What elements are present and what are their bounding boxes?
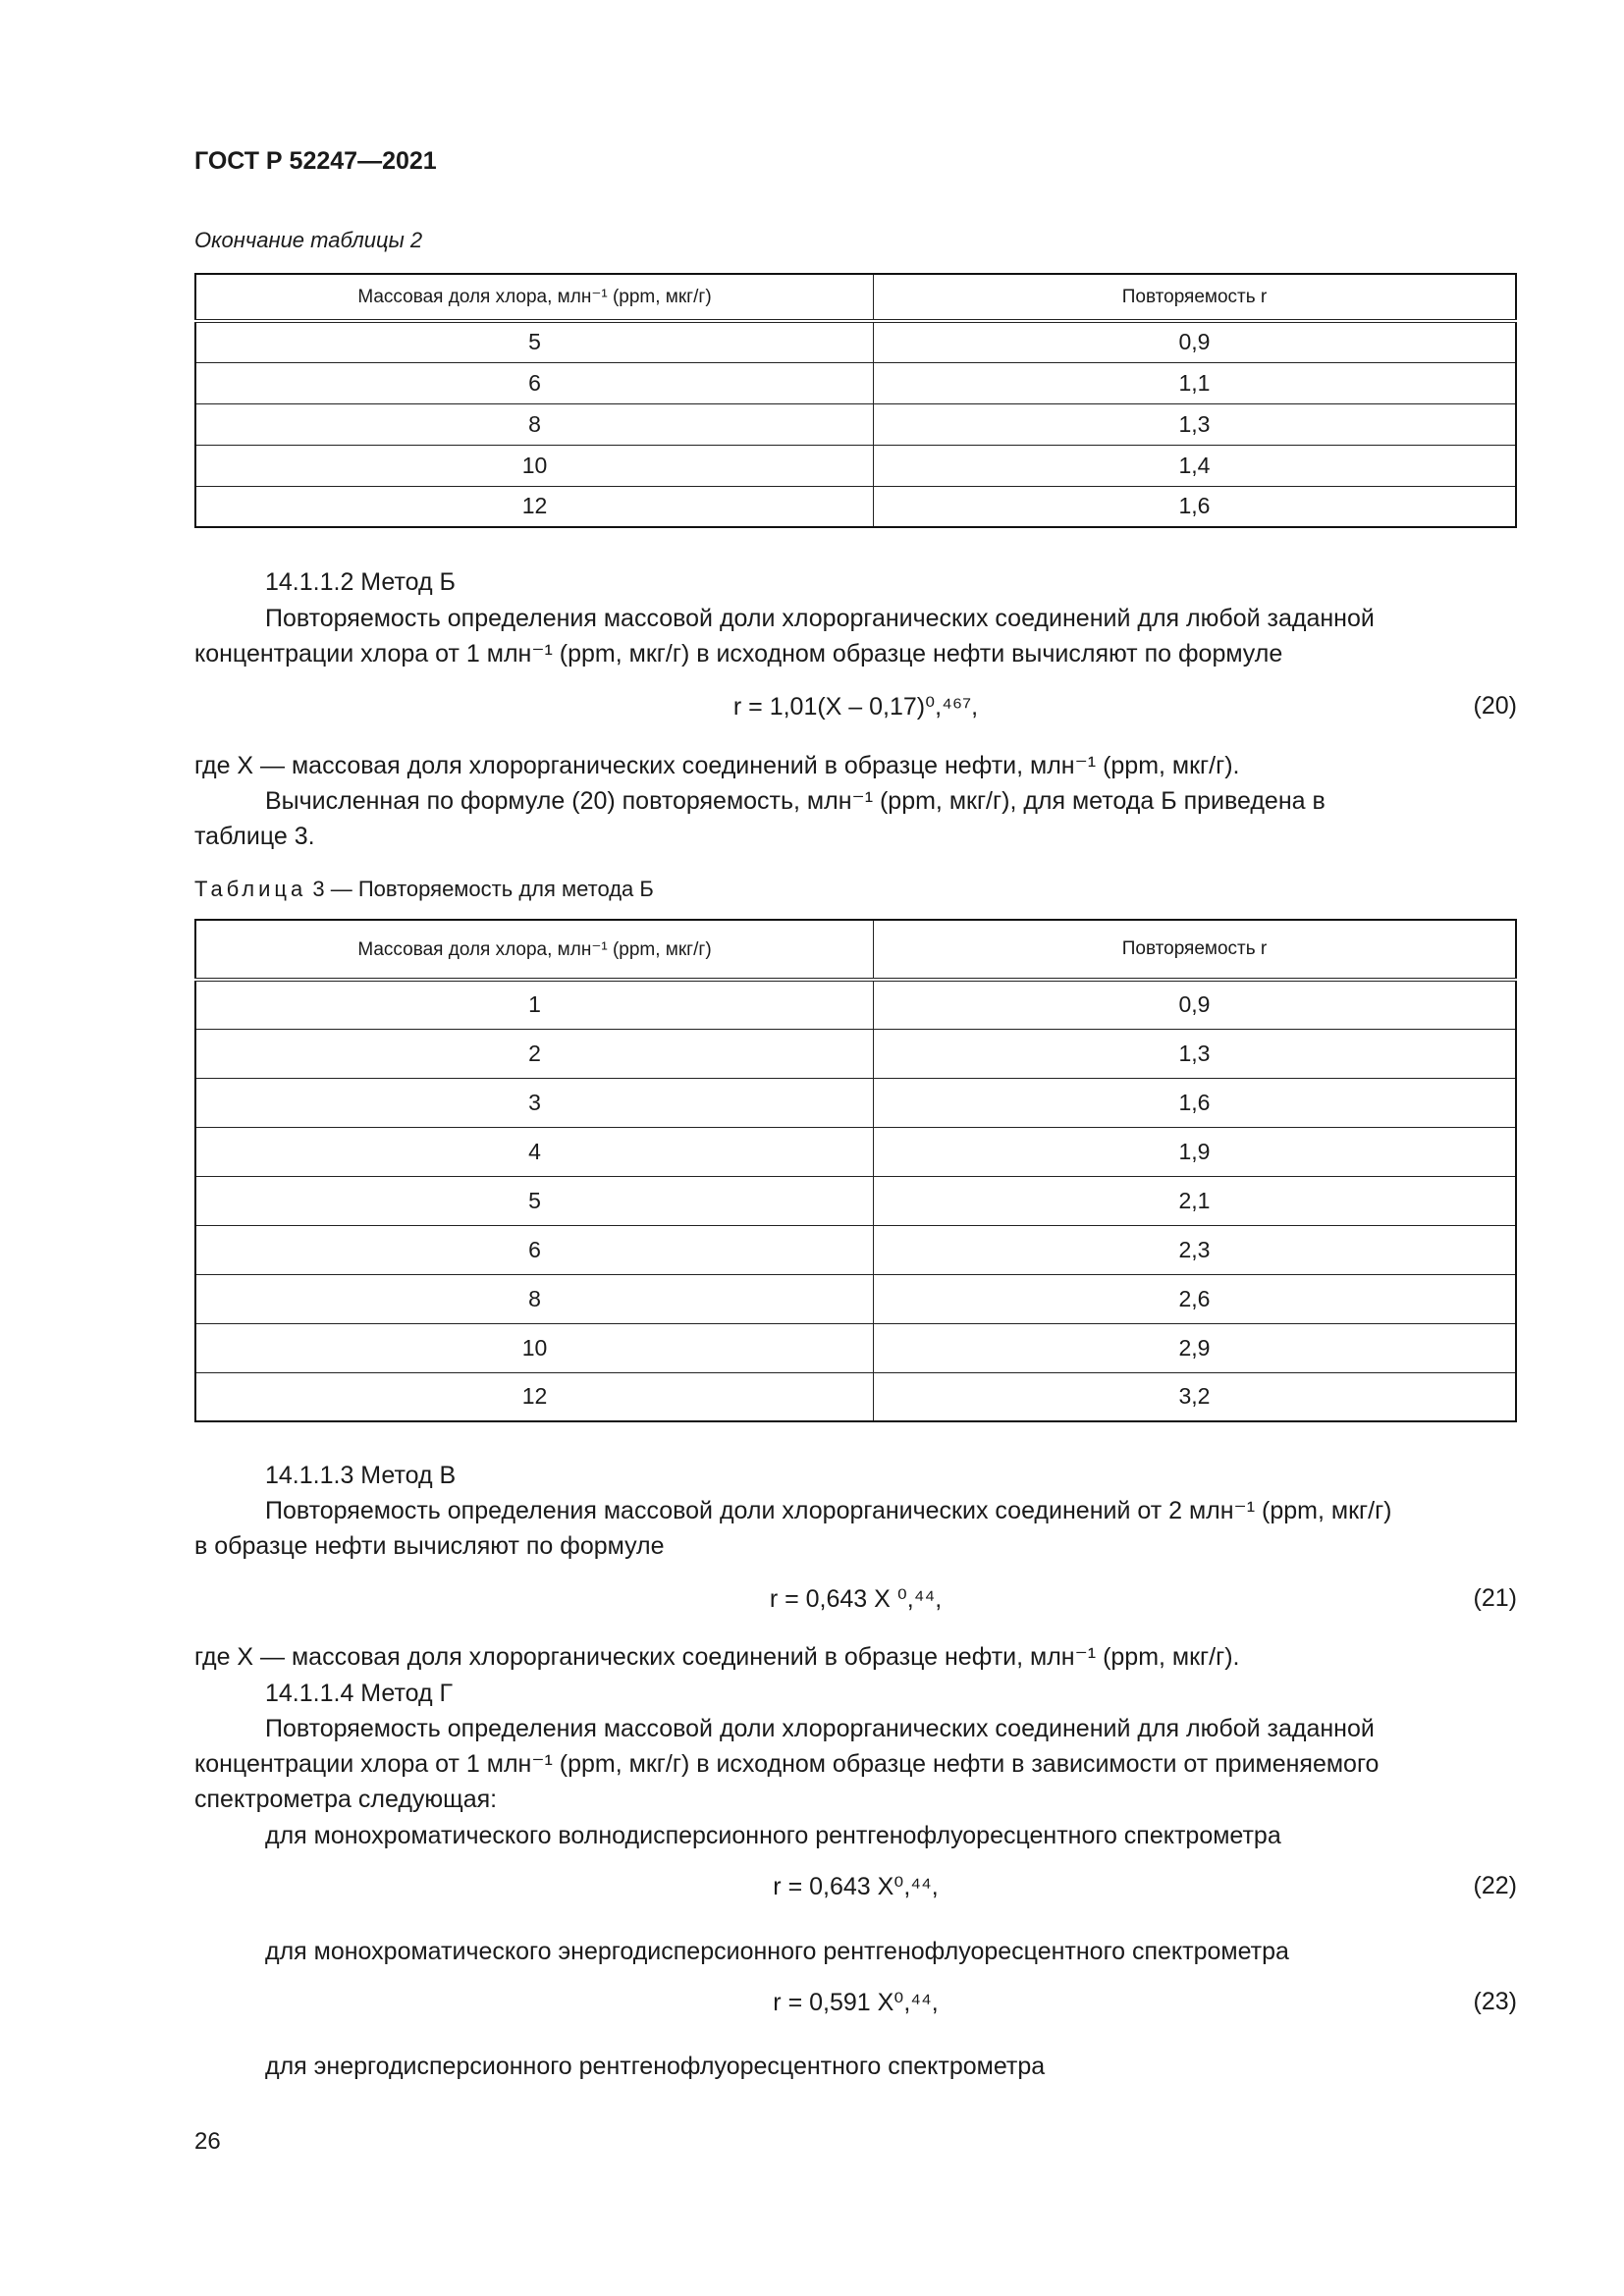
table-row — [195, 1029, 1516, 1078]
table-row — [195, 486, 1516, 527]
section-heading-method-b: 14.1.1.2 Метод Б — [265, 568, 456, 596]
list-item: для монохроматического волнодисперсионного рентгенофлуоресцентного спектрометра — [265, 1822, 1281, 1849]
formula-number: (23) — [1473, 1988, 1517, 2015]
formula-expression: r = 0,591 X⁰,⁴⁴, — [773, 1989, 939, 2016]
table2-continuation-label: Окончание таблицы 2 — [194, 228, 423, 252]
table-row — [195, 1323, 1516, 1372]
table-row — [195, 1274, 1516, 1323]
table2-continuation — [194, 273, 1517, 528]
table3 — [194, 919, 1517, 1422]
table-row — [195, 1176, 1516, 1225]
cell-repeatability: 2,1 — [874, 1176, 1517, 1225]
cell-repeatability: 2,3 — [874, 1225, 1517, 1274]
cell-chlorine: 2 — [195, 1029, 874, 1078]
paragraph-line: в образце нефти вычисляют по формуле — [194, 1532, 665, 1560]
table3-title-text: 3 — Повторяемость для метода Б — [312, 877, 654, 901]
cell-chlorine: 3 — [195, 1078, 874, 1127]
cell-repeatability: 1,3 — [874, 1029, 1517, 1078]
document-header: ГОСТ Р 52247—2021 — [194, 147, 437, 175]
cell-repeatability: 1,3 — [874, 403, 1517, 445]
table-row — [195, 1372, 1516, 1421]
column-header-chlorine: Массовая доля хлора, млн⁻¹ (ppm, мкг/г) — [195, 274, 874, 321]
cell-chlorine: 10 — [195, 1323, 874, 1372]
page-number: 26 — [194, 2128, 221, 2155]
paragraph-line: Повторяемость определения массовой доли хлорорганических соединений от 2 млн⁻¹ (ppm, мкг/г) — [265, 1497, 1392, 1524]
table3-title — [194, 877, 654, 902]
cell-repeatability: 1,9 — [874, 1127, 1517, 1176]
cell-chlorine: 6 — [195, 1225, 874, 1274]
formula-expression: r = 1,01(X – 0,17)⁰,⁴⁶⁷, — [732, 693, 979, 721]
formula-number: (22) — [1473, 1872, 1517, 1899]
cell-repeatability: 1,6 — [874, 486, 1517, 527]
cell-chlorine: 8 — [195, 1274, 874, 1323]
paragraph-line: Повторяемость определения массовой доли хлорорганических соединений для любой заданной — [265, 605, 1375, 632]
paragraph-line: концентрации хлора от 1 млн⁻¹ (ppm, мкг/г) в исходном образце нефти вычисляют по формуле — [194, 640, 1283, 667]
table-header-row — [195, 920, 1516, 980]
cell-repeatability: 1,4 — [874, 445, 1517, 486]
table-row — [195, 1127, 1516, 1176]
cell-chlorine: 4 — [195, 1127, 874, 1176]
cell-chlorine: 6 — [195, 362, 874, 403]
cell-repeatability: 2,6 — [874, 1274, 1517, 1323]
table-row — [195, 980, 1516, 1029]
cell-chlorine: 8 — [195, 403, 874, 445]
paragraph-line: таблице 3. — [194, 823, 315, 850]
cell-repeatability: 1,1 — [874, 362, 1517, 403]
formula-number: (21) — [1473, 1584, 1517, 1612]
table-row — [195, 403, 1516, 445]
column-header-chlorine: Массовая доля хлора, млн⁻¹ (ppm, мкг/г) — [195, 920, 874, 980]
table-row — [195, 445, 1516, 486]
table3-title-word: Таблица — [194, 877, 307, 901]
formula-number: (20) — [1473, 692, 1517, 720]
table-row — [195, 362, 1516, 403]
list-item: для энергодисперсионного рентгенофлуоресцентного спектрометра — [265, 2053, 1046, 2080]
column-header-repeatability: Повторяемость r — [874, 920, 1517, 980]
cell-repeatability: 0,9 — [874, 980, 1517, 1029]
cell-chlorine: 5 — [195, 1176, 874, 1225]
cell-chlorine: 1 — [195, 980, 874, 1029]
section-heading-method-v: 14.1.1.3 Метод В — [265, 1462, 457, 1489]
table-header-row — [195, 274, 1516, 321]
cell-repeatability: 0,9 — [874, 321, 1517, 362]
paragraph-line: спектрометра следующая: — [194, 1786, 498, 1813]
list-item: для монохроматического энергодисперсионного рентгенофлуоресцентного спектрометра — [265, 1938, 1289, 1965]
formula-expression: r = 0,643 X ⁰,⁴⁴, — [769, 1585, 943, 1613]
paragraph-line: Вычисленная по формуле (20) повторяемость, млн⁻¹ (ppm, мкг/г), для метода Б приведена в — [265, 787, 1326, 815]
table-row — [195, 1225, 1516, 1274]
cell-chlorine: 12 — [195, 1372, 874, 1421]
section-heading-method-g: 14.1.1.4 Метод Г — [265, 1680, 454, 1707]
cell-repeatability: 1,6 — [874, 1078, 1517, 1127]
cell-chlorine: 12 — [195, 486, 874, 527]
paragraph-line: концентрации хлора от 1 млн⁻¹ (ppm, мкг/г) в исходном образце нефти в зависимости от применяемого — [194, 1750, 1380, 1778]
cell-chlorine: 5 — [195, 321, 874, 362]
column-header-repeatability: Повторяемость r — [874, 274, 1517, 321]
cell-repeatability: 2,9 — [874, 1323, 1517, 1372]
cell-chlorine: 10 — [195, 445, 874, 486]
formula-expression: r = 0,643 X⁰,⁴⁴, — [773, 1873, 939, 1900]
table-row — [195, 321, 1516, 362]
cell-repeatability: 3,2 — [874, 1372, 1517, 1421]
where-clause: где X — массовая доля хлорорганических соединений в образце нефти, млн⁻¹ (ppm, мкг/г). — [194, 1643, 1240, 1671]
where-clause: где X — массовая доля хлорорганических соединений в образце нефти, млн⁻¹ (ppm, мкг/г). — [194, 752, 1240, 779]
table-row — [195, 1078, 1516, 1127]
paragraph-line: Повторяемость определения массовой доли хлорорганических соединений для любой заданной — [265, 1715, 1375, 1742]
